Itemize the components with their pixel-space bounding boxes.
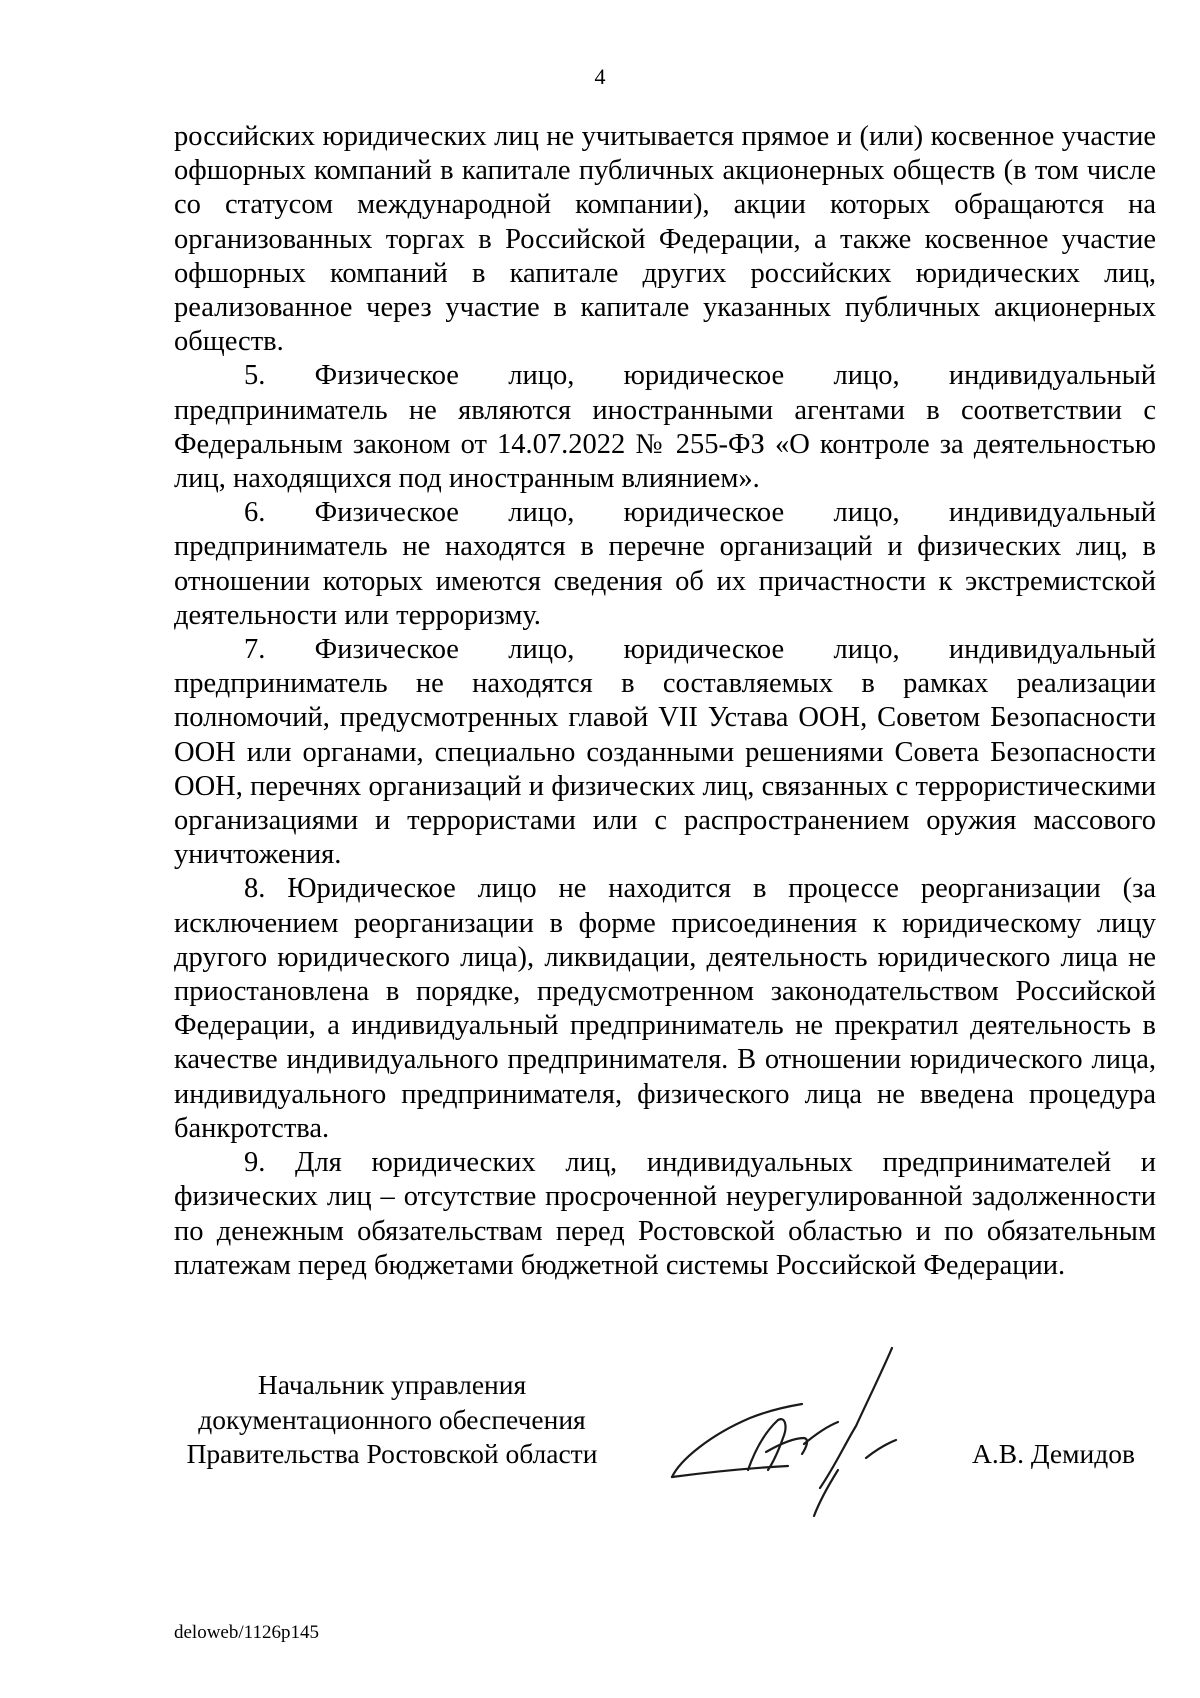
paragraph-item-7: 7. Физическое лицо, юридическое лицо, индивидуальный предприниматель не находятся в составляемых в рамках реализации полномочий, предусмотренных главой VII Устава ООН, Советом Безопасности ООН или органами, специально созданными решениями Совета Безопасности ООН, перечнях организаций и физических лиц, связанных с террористическими организациями и террористами или с распространением оружия массового уничтожения. — [174, 634, 1156, 871]
paragraph-item-6: 6. Физическое лицо, юридическое лицо, индивидуальный предприниматель не находятся в перечне организаций и физических лиц, в отношении которых имеются сведения об их причастности к экстремистской деятельности или терроризму. — [174, 497, 1156, 631]
document-body — [174, 120, 1156, 1283]
signer-title-line-1: Начальник управления — [257, 1369, 527, 1400]
paragraph-continuation: российских юридических лиц не учитывается прямое и (или) косвенное участие офшорных компаний в капитале публичных акционерных обществ (в том числе со статусом международной компании), акции которых обращаются на организованных торгах в Российской Федерации, а также косвенное участие офшорных компаний в капитале других российских юридических лиц, реализованное через участие в капитале указанных публичных акционерных обществ. — [174, 121, 1156, 358]
signer-title — [172, 1368, 612, 1472]
signature-block — [0, 1368, 1200, 1518]
paragraph-item-9: 9. Для юридических лиц, индивидуальных предпринимателей и физических лиц – отсутствие просроченной неурегулированной задолженности по денежным обязательствам перед Ростовской областью и по обязательным платежам перед бюджетами бюджетной системы Российской Федерации. — [174, 1147, 1156, 1281]
paragraph-item-8: 8. Юридическое лицо не находится в процессе реорганизации (за исключением реорганизации в форме присоединения к юридическому лицу другого юридического лица), ликвидации, деятельность юридического лица не приостановлена в порядке, предусмотренном законодательством Российской Федерации, а индивидуальный предприниматель не прекратил деятельность в качестве индивидуального предпринимателя. В отношении юридического лица, индивидуального предпринимателя, физического лица не введена процедура банкротства. — [174, 873, 1156, 1144]
document-code: deloweb/1126p145 — [174, 1622, 319, 1643]
signer-title-line-2: документационного обеспечения — [198, 1403, 586, 1435]
signer-title-line-3: Правительства Ростовской области — [186, 1438, 598, 1469]
signer-name: А.В. Демидов — [972, 1438, 1135, 1469]
page-number: 4 — [594, 64, 606, 89]
paragraph-item-5: 5. Физическое лицо, юридическое лицо, индивидуальный предприниматель не являются иностранными агентами в соответствии с Федеральным законом от 14.07.2022 № 255-ФЗ «О контроле за деятельностью лиц, находящихся под иностранным влиянием». — [174, 360, 1156, 495]
handwritten-signature — [670, 1340, 960, 1520]
